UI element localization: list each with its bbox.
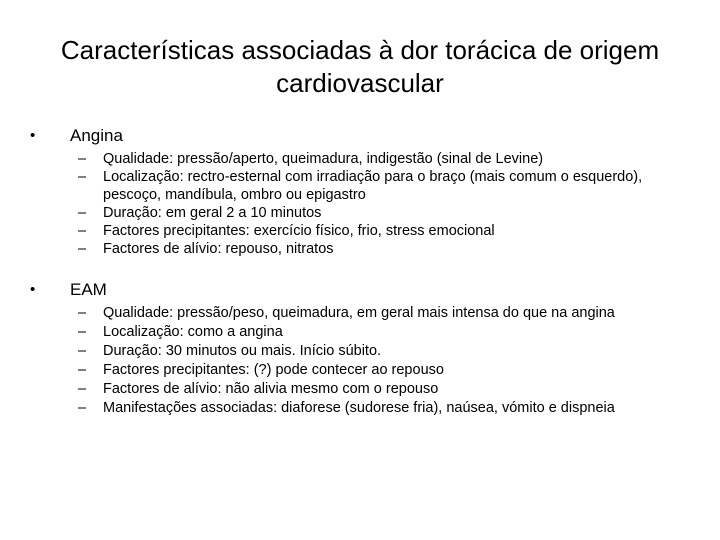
bullet-icon: • bbox=[30, 127, 36, 144]
list-item bbox=[0, 399, 720, 418]
section-eam bbox=[0, 280, 720, 418]
list-item-text: Manifestações associadas: diaforese (sudorese fria), naúsea, vómito e dispneia bbox=[103, 400, 615, 416]
dash-icon: – bbox=[78, 205, 87, 221]
list-item-text: Duração: em geral 2 a 10 minutos bbox=[103, 205, 322, 221]
list-item-text: Qualidade: pressão/peso, queimadura, em geral mais intensa do que na angina bbox=[103, 305, 615, 321]
bullet-row bbox=[0, 126, 720, 150]
dash-icon: – bbox=[78, 400, 87, 416]
sub-list bbox=[0, 304, 720, 418]
list-item bbox=[0, 222, 720, 240]
dash-icon: – bbox=[78, 362, 87, 378]
dash-icon: – bbox=[78, 169, 87, 185]
list-item bbox=[0, 304, 720, 323]
slide-title: Características associadas à dor torácica de origem cardiovascular bbox=[60, 35, 660, 98]
dash-icon: – bbox=[78, 241, 87, 257]
list-item-text: Duração: 30 minutos ou mais. Início súbito. bbox=[103, 343, 382, 359]
section-angina bbox=[0, 126, 720, 258]
dash-icon: – bbox=[78, 324, 87, 340]
dash-icon: – bbox=[78, 223, 87, 239]
list-item bbox=[0, 240, 720, 258]
list-item bbox=[0, 204, 720, 222]
list-item-text: Factores de alívio: não alivia mesmo com o repouso bbox=[103, 381, 439, 397]
list-item bbox=[0, 323, 720, 342]
dash-icon: – bbox=[78, 381, 87, 397]
dash-icon: – bbox=[78, 151, 87, 167]
list-item bbox=[0, 380, 720, 399]
dash-icon: – bbox=[78, 343, 87, 359]
list-item bbox=[0, 168, 720, 204]
list-item-text: Localização: rectro-esternal com irradiação para o braço (mais comum o esquerdo), pescoço, mandíbula, ombro ou epigastro bbox=[103, 169, 643, 203]
sub-list bbox=[0, 150, 720, 258]
bullet-icon: • bbox=[30, 281, 36, 298]
section-heading: Angina bbox=[70, 126, 123, 145]
list-item-text: Factores de alívio: repouso, nitratos bbox=[103, 241, 334, 257]
list-item bbox=[0, 150, 720, 168]
section-heading: EAM bbox=[70, 280, 107, 299]
list-item-text: Factores precipitantes: (?) pode contecer ao repouso bbox=[103, 362, 444, 378]
list-item-text: Localização: como a angina bbox=[103, 324, 283, 340]
list-item-text: Qualidade: pressão/aperto, queimadura, indigestão (sinal de Levine) bbox=[103, 151, 544, 167]
bullet-row bbox=[0, 280, 720, 304]
list-item-text: Factores precipitantes: exercício físico, frio, stress emocional bbox=[103, 223, 495, 239]
dash-icon: – bbox=[78, 305, 87, 321]
list-item bbox=[0, 342, 720, 361]
list-item bbox=[0, 361, 720, 380]
